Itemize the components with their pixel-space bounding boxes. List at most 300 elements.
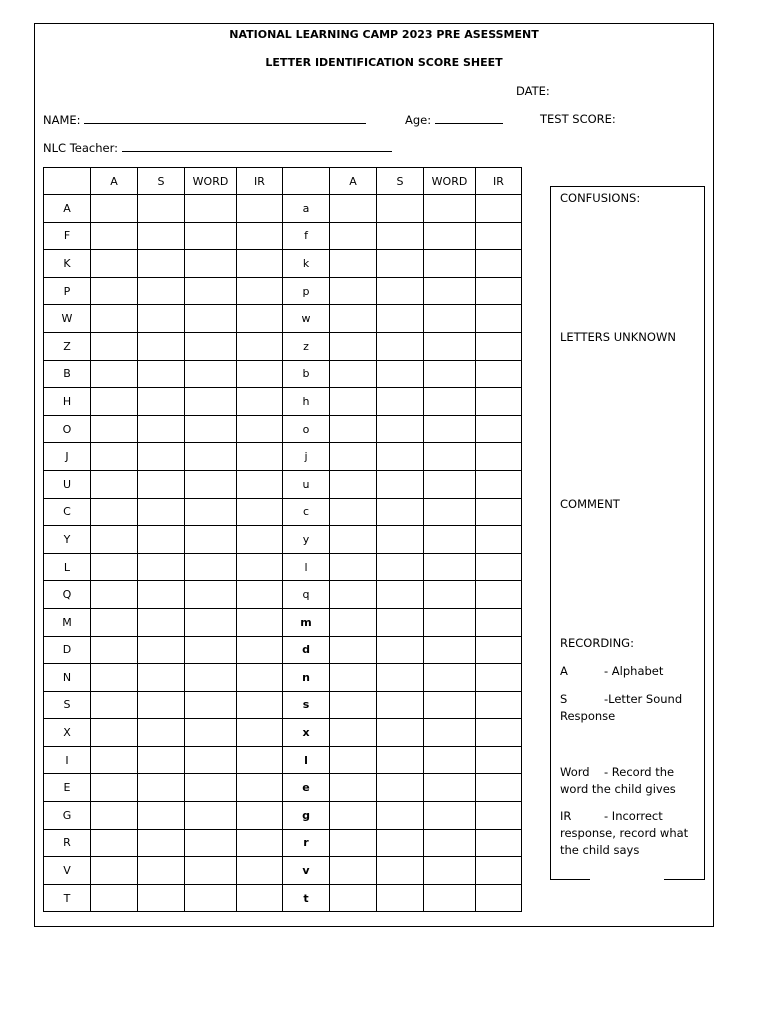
- score-cell[interactable]: [185, 415, 237, 443]
- score-cell[interactable]: [138, 884, 185, 912]
- uppercase-letter: J: [44, 443, 91, 471]
- score-cell[interactable]: [424, 498, 476, 526]
- score-cell[interactable]: [330, 636, 377, 664]
- score-cell[interactable]: [185, 884, 237, 912]
- score-cell[interactable]: [138, 829, 185, 857]
- score-cell[interactable]: [476, 388, 522, 416]
- uppercase-letter: Q: [44, 581, 91, 609]
- score-cell[interactable]: [138, 415, 185, 443]
- score-cell[interactable]: [377, 222, 424, 250]
- notes-panel: [550, 186, 705, 880]
- column-header: A: [330, 168, 377, 195]
- score-cell[interactable]: [330, 195, 377, 223]
- score-cell[interactable]: [185, 305, 237, 333]
- score-cell[interactable]: [185, 470, 237, 498]
- score-cell[interactable]: [91, 857, 138, 885]
- column-header: WORD: [424, 168, 476, 195]
- score-cell[interactable]: [476, 222, 522, 250]
- score-cell[interactable]: [185, 636, 237, 664]
- score-cell[interactable]: [91, 443, 138, 471]
- score-cell[interactable]: [138, 332, 185, 360]
- score-cell[interactable]: [330, 664, 377, 692]
- score-cell[interactable]: [377, 884, 424, 912]
- test-score-label: TEST SCORE:: [540, 112, 616, 126]
- score-cell[interactable]: [138, 526, 185, 554]
- lowercase-letter: z: [283, 332, 330, 360]
- score-cell[interactable]: [476, 470, 522, 498]
- column-header: WORD: [185, 168, 237, 195]
- score-cell[interactable]: [185, 222, 237, 250]
- table-row: [44, 774, 522, 802]
- date-label: DATE:: [516, 84, 550, 98]
- score-cell[interactable]: [237, 388, 283, 416]
- score-cell[interactable]: [185, 774, 237, 802]
- score-cell[interactable]: [138, 581, 185, 609]
- legend-desc: - Record the word the child gives: [560, 765, 676, 796]
- score-cell[interactable]: [91, 774, 138, 802]
- legend-key: IR: [560, 809, 572, 823]
- score-cell[interactable]: [476, 277, 522, 305]
- table-body: [44, 195, 522, 912]
- score-cell[interactable]: [476, 884, 522, 912]
- score-cell[interactable]: [138, 719, 185, 747]
- score-cell[interactable]: [424, 829, 476, 857]
- score-cell[interactable]: [424, 526, 476, 554]
- lowercase-letter: q: [283, 581, 330, 609]
- score-cell[interactable]: [138, 222, 185, 250]
- score-cell[interactable]: [237, 719, 283, 747]
- score-cell[interactable]: [185, 195, 237, 223]
- score-cell[interactable]: [424, 746, 476, 774]
- lowercase-letter: a: [283, 195, 330, 223]
- score-cell[interactable]: [185, 581, 237, 609]
- score-cell[interactable]: [424, 802, 476, 830]
- score-cell[interactable]: [330, 250, 377, 278]
- score-cell[interactable]: [185, 802, 237, 830]
- score-cell[interactable]: [91, 415, 138, 443]
- score-cell[interactable]: [138, 360, 185, 388]
- table-row: [44, 195, 522, 223]
- score-cell[interactable]: [138, 608, 185, 636]
- score-cell[interactable]: [424, 581, 476, 609]
- score-cell[interactable]: [237, 608, 283, 636]
- uppercase-letter: K: [44, 250, 91, 278]
- score-cell[interactable]: [185, 443, 237, 471]
- score-cell[interactable]: [330, 608, 377, 636]
- score-cell[interactable]: [476, 332, 522, 360]
- legend-desc: - Incorrect response, record what the child says: [560, 809, 689, 857]
- score-cell[interactable]: [377, 443, 424, 471]
- score-cell[interactable]: [91, 636, 138, 664]
- score-cell[interactable]: [185, 664, 237, 692]
- lowercase-letter: v: [283, 857, 330, 885]
- score-cell[interactable]: [237, 360, 283, 388]
- score-cell[interactable]: [330, 802, 377, 830]
- score-cell[interactable]: [476, 415, 522, 443]
- score-cell[interactable]: [476, 829, 522, 857]
- score-cell[interactable]: [476, 802, 522, 830]
- teacher-field[interactable]: [43, 140, 392, 155]
- table-row: [44, 691, 522, 719]
- score-cell[interactable]: [330, 277, 377, 305]
- score-cell[interactable]: [330, 829, 377, 857]
- table-row: [44, 250, 522, 278]
- score-cell[interactable]: [138, 802, 185, 830]
- score-cell[interactable]: [237, 222, 283, 250]
- score-cell[interactable]: [237, 470, 283, 498]
- uppercase-letter: O: [44, 415, 91, 443]
- score-cell[interactable]: [377, 664, 424, 692]
- score-cell[interactable]: [377, 332, 424, 360]
- lowercase-letter: m: [283, 608, 330, 636]
- score-cell[interactable]: [91, 332, 138, 360]
- confusions-label: CONFUSIONS:: [560, 191, 641, 205]
- score-cell[interactable]: [424, 884, 476, 912]
- score-cell[interactable]: [91, 746, 138, 774]
- score-cell[interactable]: [185, 719, 237, 747]
- score-cell[interactable]: [185, 526, 237, 554]
- score-cell[interactable]: [377, 553, 424, 581]
- table-row: [44, 222, 522, 250]
- score-cell[interactable]: [424, 388, 476, 416]
- comment-label: COMMENT: [560, 497, 620, 511]
- score-cell[interactable]: [424, 664, 476, 692]
- score-cell[interactable]: [237, 664, 283, 692]
- page-subtitle: LETTER IDENTIFICATION SCORE SHEET: [265, 56, 503, 69]
- score-cell[interactable]: [237, 691, 283, 719]
- legend-key: A: [560, 664, 568, 678]
- score-cell[interactable]: [237, 636, 283, 664]
- column-header: A: [91, 168, 138, 195]
- score-cell[interactable]: [91, 498, 138, 526]
- score-cell[interactable]: [476, 443, 522, 471]
- score-cell[interactable]: [377, 802, 424, 830]
- score-cell[interactable]: [138, 664, 185, 692]
- score-cell[interactable]: [424, 470, 476, 498]
- score-cell[interactable]: [91, 388, 138, 416]
- score-cell[interactable]: [138, 774, 185, 802]
- page-title: NATIONAL LEARNING CAMP 2023 PRE ASESSMENT: [229, 28, 539, 41]
- uppercase-letter: P: [44, 277, 91, 305]
- score-cell[interactable]: [138, 857, 185, 885]
- score-cell[interactable]: [476, 608, 522, 636]
- lowercase-letter: c: [283, 498, 330, 526]
- score-cell[interactable]: [476, 195, 522, 223]
- uppercase-letter: X: [44, 719, 91, 747]
- table-row: [44, 746, 522, 774]
- score-cell[interactable]: [91, 553, 138, 581]
- score-cell[interactable]: [424, 222, 476, 250]
- legend-desc: - Alphabet: [604, 664, 664, 678]
- column-header: [44, 168, 91, 195]
- score-cell[interactable]: [424, 636, 476, 664]
- score-cell[interactable]: [330, 691, 377, 719]
- name-blank[interactable]: [84, 112, 366, 124]
- score-cell[interactable]: [237, 415, 283, 443]
- uppercase-letter: L: [44, 553, 91, 581]
- score-cell[interactable]: [91, 608, 138, 636]
- score-cell[interactable]: [185, 746, 237, 774]
- score-cell[interactable]: [138, 443, 185, 471]
- score-cell[interactable]: [237, 829, 283, 857]
- score-cell[interactable]: [138, 388, 185, 416]
- panel-border-gap: [590, 877, 664, 880]
- score-cell[interactable]: [330, 332, 377, 360]
- score-cell[interactable]: [138, 636, 185, 664]
- score-cell[interactable]: [476, 305, 522, 333]
- score-cell[interactable]: [377, 691, 424, 719]
- score-cell[interactable]: [237, 857, 283, 885]
- teacher-blank[interactable]: [122, 140, 392, 152]
- score-cell[interactable]: [476, 553, 522, 581]
- score-cell[interactable]: [377, 498, 424, 526]
- lowercase-letter: w: [283, 305, 330, 333]
- score-cell[interactable]: [476, 581, 522, 609]
- score-cell[interactable]: [330, 415, 377, 443]
- score-cell[interactable]: [185, 498, 237, 526]
- uppercase-letter: A: [44, 195, 91, 223]
- score-cell[interactable]: [424, 774, 476, 802]
- letters-unknown-label: LETTERS UNKNOWN: [560, 330, 676, 344]
- score-cell[interactable]: [476, 636, 522, 664]
- score-cell[interactable]: [138, 470, 185, 498]
- teacher-label: NLC Teacher:: [43, 141, 118, 155]
- score-cell[interactable]: [138, 305, 185, 333]
- table-row: [44, 636, 522, 664]
- score-cell[interactable]: [185, 691, 237, 719]
- score-cell[interactable]: [138, 691, 185, 719]
- score-cell[interactable]: [330, 774, 377, 802]
- score-cell[interactable]: [424, 305, 476, 333]
- score-cell[interactable]: [237, 498, 283, 526]
- score-cell[interactable]: [377, 857, 424, 885]
- score-cell[interactable]: [377, 774, 424, 802]
- score-cell[interactable]: [424, 857, 476, 885]
- score-cell[interactable]: [138, 250, 185, 278]
- score-cell[interactable]: [237, 774, 283, 802]
- score-cell[interactable]: [91, 691, 138, 719]
- table-row: [44, 829, 522, 857]
- uppercase-letter: V: [44, 857, 91, 885]
- score-cell[interactable]: [377, 415, 424, 443]
- table-row: [44, 526, 522, 554]
- score-cell[interactable]: [185, 332, 237, 360]
- table-row: [44, 553, 522, 581]
- score-cell[interactable]: [377, 636, 424, 664]
- score-cell[interactable]: [476, 250, 522, 278]
- score-cell[interactable]: [237, 277, 283, 305]
- table-row: [44, 360, 522, 388]
- lowercase-letter: g: [283, 802, 330, 830]
- score-cell[interactable]: [237, 195, 283, 223]
- uppercase-letter: H: [44, 388, 91, 416]
- score-cell[interactable]: [377, 470, 424, 498]
- uppercase-letter: T: [44, 884, 91, 912]
- score-cell[interactable]: [476, 498, 522, 526]
- score-cell[interactable]: [330, 526, 377, 554]
- score-cell[interactable]: [237, 443, 283, 471]
- score-cell[interactable]: [330, 498, 377, 526]
- score-cell[interactable]: [377, 388, 424, 416]
- score-cell[interactable]: [377, 829, 424, 857]
- score-cell[interactable]: [91, 829, 138, 857]
- score-cell[interactable]: [185, 608, 237, 636]
- score-cell[interactable]: [185, 857, 237, 885]
- score-cell[interactable]: [330, 470, 377, 498]
- table-row: [44, 332, 522, 360]
- score-cell[interactable]: [237, 332, 283, 360]
- score-cell[interactable]: [424, 691, 476, 719]
- lowercase-letter: o: [283, 415, 330, 443]
- score-cell[interactable]: [138, 746, 185, 774]
- score-cell[interactable]: [91, 195, 138, 223]
- score-cell[interactable]: [330, 443, 377, 471]
- score-cell[interactable]: [330, 719, 377, 747]
- lowercase-letter: l: [283, 553, 330, 581]
- uppercase-letter: I: [44, 746, 91, 774]
- score-cell[interactable]: [377, 746, 424, 774]
- score-cell[interactable]: [424, 443, 476, 471]
- table-row: [44, 802, 522, 830]
- score-cell[interactable]: [330, 857, 377, 885]
- score-cell[interactable]: [91, 470, 138, 498]
- score-cell[interactable]: [91, 250, 138, 278]
- name-field[interactable]: [43, 112, 366, 127]
- score-cell[interactable]: [91, 581, 138, 609]
- score-cell[interactable]: [377, 277, 424, 305]
- recording-label: RECORDING:: [560, 636, 634, 650]
- uppercase-letter: N: [44, 664, 91, 692]
- score-cell[interactable]: [424, 195, 476, 223]
- score-cell[interactable]: [138, 498, 185, 526]
- table-row: [44, 719, 522, 747]
- score-cell[interactable]: [91, 884, 138, 912]
- age-field[interactable]: [405, 112, 503, 127]
- score-cell[interactable]: [237, 802, 283, 830]
- legend-item-word: [560, 764, 692, 798]
- score-cell[interactable]: [424, 608, 476, 636]
- score-cell[interactable]: [185, 829, 237, 857]
- score-cell[interactable]: [377, 581, 424, 609]
- score-cell[interactable]: [330, 581, 377, 609]
- lowercase-letter: l: [283, 746, 330, 774]
- score-cell[interactable]: [185, 388, 237, 416]
- score-cell[interactable]: [476, 664, 522, 692]
- score-cell[interactable]: [237, 305, 283, 333]
- uppercase-letter: M: [44, 608, 91, 636]
- score-cell[interactable]: [424, 277, 476, 305]
- score-cell[interactable]: [377, 360, 424, 388]
- score-cell[interactable]: [424, 415, 476, 443]
- score-cell[interactable]: [91, 222, 138, 250]
- age-blank[interactable]: [435, 112, 503, 124]
- legend-item-alphabet: [560, 663, 692, 680]
- score-cell[interactable]: [476, 746, 522, 774]
- score-cell[interactable]: [91, 360, 138, 388]
- score-cell[interactable]: [330, 360, 377, 388]
- table-row: [44, 443, 522, 471]
- score-cell[interactable]: [237, 884, 283, 912]
- score-cell[interactable]: [237, 746, 283, 774]
- score-cell[interactable]: [237, 581, 283, 609]
- score-cell[interactable]: [138, 277, 185, 305]
- score-cell[interactable]: [237, 250, 283, 278]
- lowercase-letter: h: [283, 388, 330, 416]
- lowercase-letter: f: [283, 222, 330, 250]
- score-cell[interactable]: [424, 250, 476, 278]
- score-cell[interactable]: [237, 553, 283, 581]
- score-cell[interactable]: [330, 884, 377, 912]
- uppercase-letter: F: [44, 222, 91, 250]
- score-cell[interactable]: [424, 360, 476, 388]
- table-row: [44, 277, 522, 305]
- score-cell[interactable]: [138, 553, 185, 581]
- uppercase-letter: U: [44, 470, 91, 498]
- score-cell[interactable]: [91, 802, 138, 830]
- score-cell[interactable]: [185, 250, 237, 278]
- score-cell[interactable]: [91, 277, 138, 305]
- uppercase-letter: S: [44, 691, 91, 719]
- score-cell[interactable]: [91, 664, 138, 692]
- lowercase-letter: s: [283, 691, 330, 719]
- uppercase-letter: B: [44, 360, 91, 388]
- score-cell[interactable]: [330, 222, 377, 250]
- score-cell[interactable]: [330, 746, 377, 774]
- lowercase-letter: d: [283, 636, 330, 664]
- score-cell[interactable]: [424, 719, 476, 747]
- table-row: [44, 388, 522, 416]
- score-cell[interactable]: [377, 608, 424, 636]
- score-cell[interactable]: [185, 553, 237, 581]
- score-cell[interactable]: [377, 250, 424, 278]
- score-cell[interactable]: [91, 526, 138, 554]
- table-row: [44, 884, 522, 912]
- score-cell[interactable]: [476, 526, 522, 554]
- score-cell[interactable]: [330, 388, 377, 416]
- table-row: [44, 857, 522, 885]
- column-header: IR: [237, 168, 283, 195]
- name-label: NAME:: [43, 113, 81, 127]
- score-cell[interactable]: [476, 857, 522, 885]
- score-cell[interactable]: [91, 305, 138, 333]
- table-row: [44, 305, 522, 333]
- score-cell[interactable]: [138, 195, 185, 223]
- score-cell[interactable]: [476, 691, 522, 719]
- score-cell[interactable]: [476, 719, 522, 747]
- score-cell[interactable]: [185, 277, 237, 305]
- score-cell[interactable]: [424, 553, 476, 581]
- score-cell[interactable]: [237, 526, 283, 554]
- score-cell[interactable]: [377, 195, 424, 223]
- score-cell[interactable]: [424, 332, 476, 360]
- score-cell[interactable]: [330, 553, 377, 581]
- score-cell[interactable]: [330, 305, 377, 333]
- lowercase-letter: n: [283, 664, 330, 692]
- lowercase-letter: e: [283, 774, 330, 802]
- score-cell[interactable]: [377, 526, 424, 554]
- uppercase-letter: R: [44, 829, 91, 857]
- score-cell[interactable]: [377, 719, 424, 747]
- score-cell[interactable]: [476, 360, 522, 388]
- lowercase-letter: t: [283, 884, 330, 912]
- score-cell[interactable]: [377, 305, 424, 333]
- table-header-row: [44, 168, 522, 195]
- score-cell[interactable]: [185, 360, 237, 388]
- score-cell[interactable]: [91, 719, 138, 747]
- legend-key: S: [560, 692, 568, 706]
- table-row: [44, 415, 522, 443]
- score-cell[interactable]: [476, 774, 522, 802]
